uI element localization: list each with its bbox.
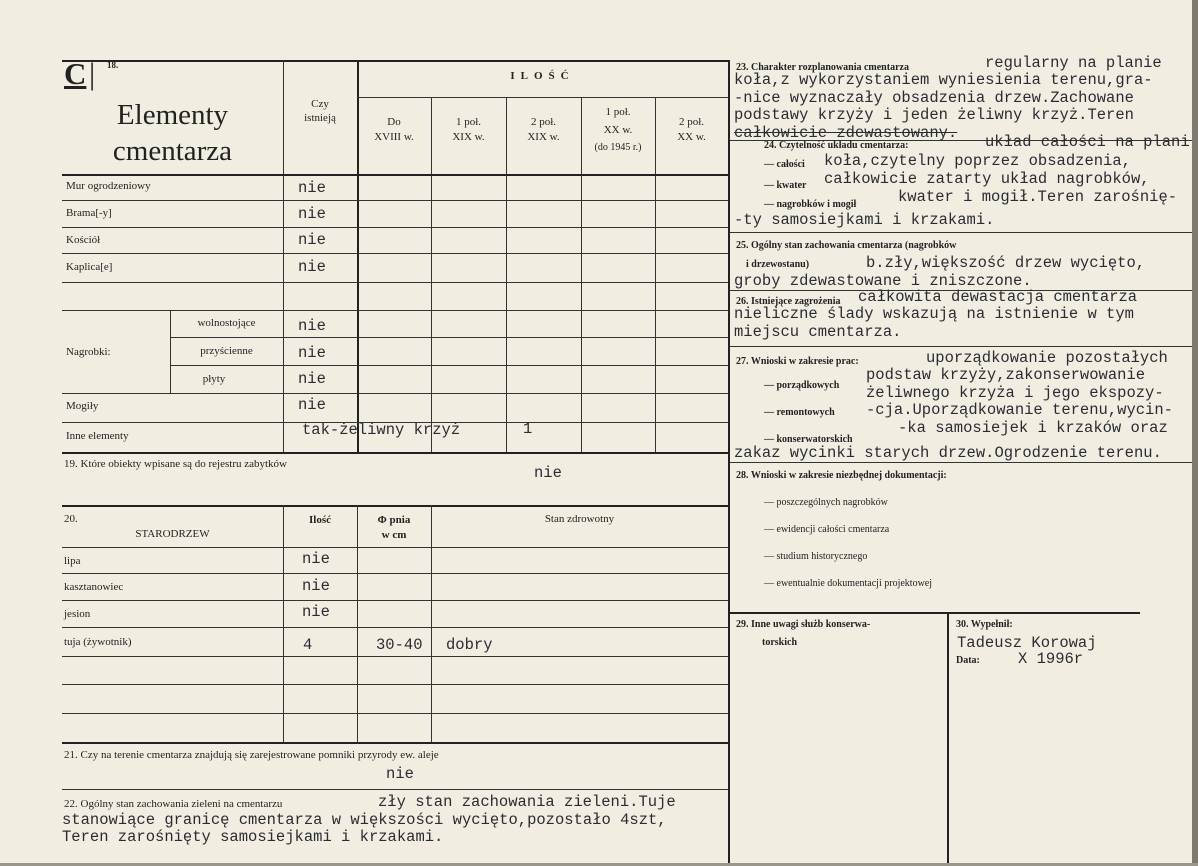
q22-text: zły stan zachowania zieleni.Tuje [378, 793, 676, 811]
q27-text: uporządkowanie pozostałych [926, 349, 1168, 367]
rule [62, 713, 728, 714]
tree-health: dobry [446, 636, 493, 654]
q25-text: groby zdewastowane i zniszczone. [734, 272, 1032, 290]
rule [730, 612, 1140, 614]
rule [62, 742, 728, 744]
rule [431, 97, 432, 453]
q21-answer: nie [386, 765, 414, 783]
q22-text: stanowiące granicę cmentarza w większości wycięto,pozostało 4szt, [62, 811, 667, 829]
rule [62, 393, 728, 394]
col-header-exists: Czy [311, 98, 329, 110]
q28-item: — poszczególnych nagrobków [764, 497, 888, 508]
q30-date-label: Data: [956, 655, 980, 666]
rule [62, 573, 728, 574]
row-value: nie [298, 396, 326, 414]
q20-col-qty: Ilość [309, 514, 331, 526]
tree-name: lipa [64, 555, 81, 567]
rule [62, 174, 728, 176]
q27-text: podstaw krzyży,zakonserwowanie [866, 366, 1146, 384]
q28-label: 28. Wnioski w zakresie niezbędnej dokumentacji: [736, 470, 947, 481]
col-header-exists: istnieją [304, 112, 336, 124]
q22-label: 22. Ogólny stan zachowania zieleni na cmentarzu [64, 798, 283, 810]
rule [506, 97, 507, 453]
q29-label: 29. Inne uwagi służb konserwa- [736, 619, 871, 630]
q20-col-health: Stan zdrowotny [544, 513, 615, 525]
rule [62, 789, 728, 790]
q19-label: 19. Które obiekty wpisane są do rejestru zabytków [64, 458, 287, 470]
rule [730, 232, 1192, 233]
q23-text: koła,z wykorzystaniem wyniesienia terenu,gra- [734, 71, 1153, 89]
q26-text: całkowita dewastacja cmentarza [858, 288, 1138, 306]
period-header: XIX w. [452, 131, 485, 143]
period-header: Do [387, 116, 401, 128]
tombstones-label: Nagrobki: [66, 346, 111, 358]
q19-answer: nie [534, 464, 562, 482]
q27-sub: — remontowych [764, 407, 835, 418]
q27-text: zakaz wycinki starych drzew.Ogrodzenie terenu. [734, 444, 1162, 462]
q20-col-diam: w cm [381, 529, 407, 541]
q24-text: kwater i mogił.Teren zarośnię- [898, 188, 1178, 206]
q20-col-diam: Φ pnia [377, 514, 411, 526]
row-count: 1 [523, 420, 533, 438]
q30-label: 30. Wypełnił: [956, 619, 1013, 630]
rule [62, 227, 728, 228]
rule [283, 505, 284, 743]
period-header: 2 poł. [678, 116, 705, 128]
q25-label: 25. Ogólny stan zachowania cmentarza (nagrobków [736, 240, 957, 251]
q23-text: podstawy krzyży i jeden żeliwny krzyż.Teren [734, 106, 1134, 124]
rule [62, 200, 728, 201]
period-header: XIX w. [527, 131, 560, 143]
section-number: 18. [107, 60, 119, 70]
q24-sub: — kwater [764, 180, 807, 191]
row-value: nie [298, 317, 326, 335]
q23-label: 23. Charakter rozplanowania cmentarza [736, 62, 909, 73]
q26-text: miejscu cmentarza. [734, 323, 902, 341]
row-label: Mur ogrodzeniowy [66, 180, 151, 192]
row-value: nie [298, 344, 326, 362]
q22-text: Teren zarośnięty samosiejkami i krzakami. [62, 828, 444, 846]
tree-qty: nie [302, 550, 330, 568]
q27-text: -ka samosiejek i krzaków oraz [898, 419, 1168, 437]
tree-diam: 30-40 [376, 636, 423, 654]
rule [431, 505, 432, 743]
q27-label: 27. Wnioski w zakresie prac: [736, 356, 859, 367]
q30-date: X 1996r [1018, 650, 1084, 668]
row-value: nie [298, 370, 326, 388]
row-value: tak-żeliwny krzyż [302, 421, 461, 439]
row-label: wolnostojące [197, 317, 256, 329]
period-header: 2 poł. [530, 116, 557, 128]
q28-item: — ewidencji całości cmentarza [764, 524, 890, 535]
rule [62, 656, 728, 657]
tree-qty: nie [302, 577, 330, 595]
rule [62, 310, 728, 311]
quantity-header: ILOŚĆ [510, 70, 575, 82]
rule [655, 97, 656, 453]
q24-text: -ty samosiejkami i krzakami. [734, 211, 995, 229]
q24-text: całkowicie zatarty układ nagrobków, [824, 170, 1150, 188]
row-label: przyścienne [200, 345, 253, 357]
q27-sub: — porządkowych [764, 380, 840, 391]
rule [62, 505, 728, 507]
section-letter-bar: | [89, 56, 96, 91]
rule [947, 612, 949, 866]
row-label: płyty [202, 373, 226, 385]
q24-text: koła,czytelny poprzez obsadzenia, [824, 152, 1131, 170]
q20-col-name: STARODRZEW [135, 528, 210, 540]
rule [357, 97, 728, 98]
period-header: 1 poł. [455, 116, 482, 128]
q25-label: i drzewostanu) [746, 259, 810, 270]
row-label: Inne elementy [66, 430, 129, 442]
tree-name: kasztanowiec [64, 581, 124, 593]
q24-text: układ całości na plani [985, 133, 1190, 151]
period-header: 1 poł. [605, 106, 631, 118]
q24-label: 24. Czytelność układu cmentarza: [764, 140, 909, 151]
rule [730, 346, 1192, 347]
rule [62, 627, 728, 628]
row-value: nie [298, 179, 326, 197]
rule [62, 282, 728, 283]
period-header: XVIII w. [374, 131, 414, 143]
rule [62, 547, 728, 548]
q29-label: torskich [762, 637, 797, 648]
period-header: XX w. [603, 124, 633, 136]
title-line-2: cmentarza [112, 135, 233, 167]
q27-text: żeliwnego krzyża i jego ekspozy- [866, 384, 1164, 402]
q20-number: 20. [64, 513, 78, 525]
title-line-1: Elementy [116, 99, 229, 131]
q21-label: 21. Czy na terenie cmentarza znajdują się zarejestrowane pomniki przyrody ew. aleje [64, 749, 439, 761]
period-header: (do 1945 r.) [594, 142, 642, 153]
q27-sub: — konserwatorskich [764, 434, 853, 445]
tree-qty: nie [302, 603, 330, 621]
rule [62, 600, 728, 601]
center-divider [728, 60, 730, 866]
row-label: Brama[-y] [66, 207, 112, 219]
tree-qty: 4 [303, 636, 313, 654]
q24-sub: — całości [764, 159, 805, 170]
card-edge [1192, 0, 1198, 866]
q26-text: nieliczne ślady wskazują na istnienie w tym [734, 305, 1134, 323]
rule [170, 337, 728, 338]
q28-item: — ewentualnie dokumentacji projektowej [764, 578, 933, 589]
q30-name: Tadeusz Korowaj [957, 634, 1097, 652]
rule [730, 462, 1192, 463]
rule [62, 684, 728, 685]
row-value: nie [298, 231, 326, 249]
tree-name: jesion [64, 608, 91, 620]
row-label: Kościół [66, 234, 101, 246]
tree-name: tuja (żywotnik) [64, 636, 132, 648]
rule [62, 253, 728, 254]
q24-sub: — nagrobków i mogił [764, 199, 857, 210]
rule [62, 452, 728, 454]
row-label: Mogiły [66, 400, 99, 412]
table-top-rule [62, 60, 728, 62]
rule [170, 365, 728, 366]
q27-text: -cja.Uporządkowanie terenu,wycin- [866, 401, 1173, 419]
row-value: nie [298, 205, 326, 223]
section-letter: C [64, 56, 87, 91]
q28-item: — studium historycznego [764, 551, 868, 562]
row-label: Kaplica[e] [66, 261, 113, 273]
period-header: XX w. [677, 131, 706, 143]
q23-text: regularny na planie [985, 54, 1162, 72]
q23-text: -nice wyznaczały obsadzenia drzew.Zachowane [734, 89, 1134, 107]
q23-text: całkowicie zdewastowany. [734, 124, 958, 142]
row-value: nie [298, 258, 326, 276]
q25-text: b.zły,większość drzew wycięto, [866, 254, 1146, 272]
q26-label: 26. Istniejące zagrożenia [736, 296, 841, 307]
